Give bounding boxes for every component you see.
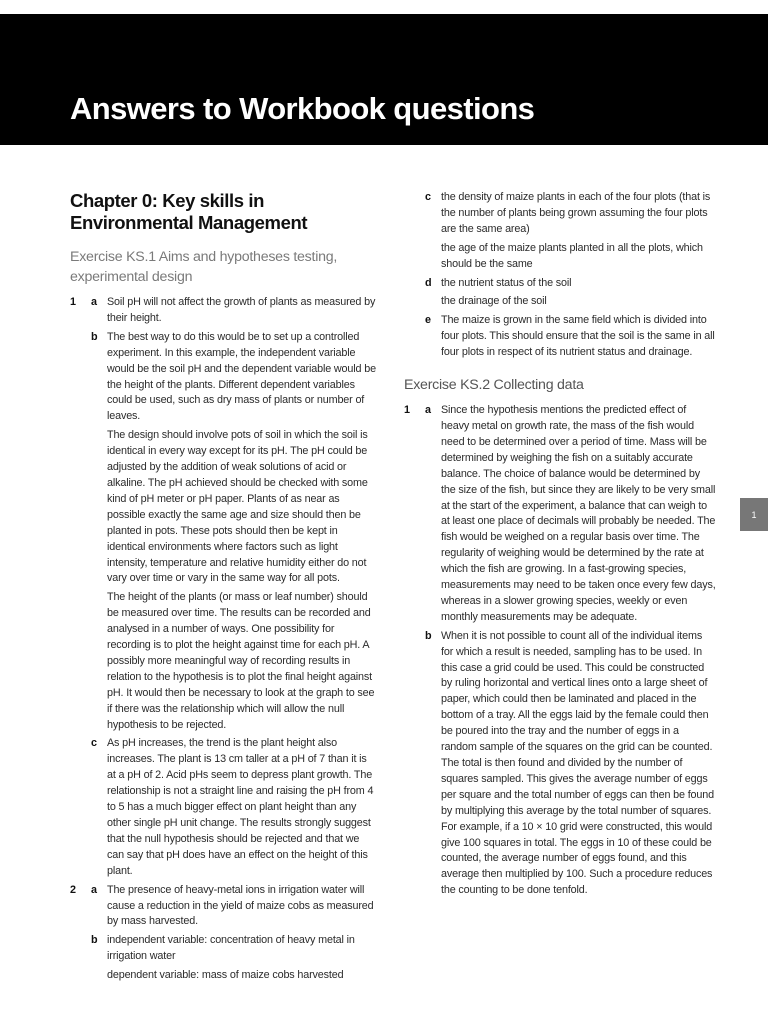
left-column <box>70 190 376 987</box>
part-letter: a <box>425 404 431 417</box>
part-letter: c <box>91 737 97 750</box>
right-column <box>404 190 716 902</box>
part-letter: c <box>425 191 431 203</box>
question-1b-ks2 <box>404 629 716 899</box>
question-2a <box>70 883 376 931</box>
exercise-ks1-title: Exercise KS.1 Aims and hypotheses testing, experimental design <box>70 249 338 285</box>
part-letter: b <box>425 629 432 642</box>
question-2b <box>70 933 376 984</box>
part-letter: a <box>91 296 97 308</box>
chapter-title: Chapter 0: Key skills in Environmental Management <box>70 190 308 233</box>
page-number: 1 <box>751 509 757 520</box>
question-1a <box>70 295 376 327</box>
answer-text: The design should involve pots of soil in which the soil is identical in every way except for its pH. The pH could be adjusted by the addition of weak solutions of acid or alkaline. The pH achieved should be checked with some kind of pH meter or pH paper. Plants of as near as possible exactly the same age and size should then be planted in pots. These pots should then be kept in identical environments where factors such as light intensity, temperature and relative humidity either do not vary over time or vary in the same way for all pots. <box>107 429 368 585</box>
answer-text: The height of the plants (or mass or leaf number) should be measured over time. The results can be recorded and analysed in a number of ways. One possibility for recording is to plot the height against time for each pH. A possibly more meaningful way of recording results in relation to the hypothesis is to plot the final height against pH. It would then be necessary to look at the graph to see if there was the relationship which will allow the null hypothesis to be rejected. <box>107 591 375 731</box>
question-2e <box>404 313 716 361</box>
answer-text: Soil pH will not affect the growth of plants as measured by their height. <box>107 296 376 324</box>
question-2d <box>404 276 716 311</box>
question-number: 2 <box>70 883 76 896</box>
question-number: 1 <box>70 296 76 308</box>
part-letter: e <box>425 314 431 327</box>
question-1a-ks2 <box>404 403 716 626</box>
page-title: Answers to Workbook questions <box>70 91 535 126</box>
part-letter: a <box>91 883 97 896</box>
exercise-ks2-title: Exercise KS.2 Collecting data <box>404 377 584 394</box>
page-number-tab <box>740 498 768 531</box>
header-banner <box>0 14 768 145</box>
answer-text: The presence of heavy-metal ions in irrigation water will cause a reduction in the yield of maize cobs as measured by mass harvested. <box>107 883 374 928</box>
question-2c <box>404 190 716 273</box>
answer-text: the density of maize plants in each of the four plots (that is the number of plants being grown assuming the four plots are the same area) <box>441 191 711 235</box>
question-number: 1 <box>404 404 410 417</box>
part-letter: b <box>91 934 98 947</box>
question-1c <box>70 736 376 879</box>
question-1b <box>70 330 376 734</box>
answer-text: Since the hypothesis mentions the predicted effect of heavy metal on growth rate, the mass of the fish would need to be determined over a period of time. Mass will be determined by weighing the fish on a suitably accurate balance. The choice of balance would be determined by the size of the fish, but since they are likely to be very small at the start of the experiment, a balance that can weigh to at least one place of decimals will probably be needed. The fish would be weighed on a regular basis over time. The regularity of weighing would be determined by the rate at which the fish are growing. In a fast-growing species, measurements may need to be taken once every few days, whereas in a slower growing species, weekly or even monthly measurements may be adequate. <box>441 404 716 623</box>
answer-text: dependent variable: mass of maize cobs harvested <box>107 969 344 982</box>
answer-text: the age of the maize plants planted in all the plots, which should be the same <box>441 241 703 270</box>
answer-text: The maize is grown in the same field which is divided into four plots. This should ensure that the soil is the same in all four plots in respect of its nutrient status and drainage. <box>441 314 715 359</box>
answer-text: When it is not possible to count all of the individual items for which a result is needed, sampling has to be used. In this case a grid could be used. This could be constructed by ruling horizontal and vertical lines onto a large sheet of paper, which could then be laminated and placed in the bottom of a tray. All the eggs laid by the female could then be poured into the tray and the number of eggs in a random sample of the squares on the grid can be counted. The total is then found and divided by the number of squares sampled. This gives the average number of eggs per square and the total number of eggs can then be found by multiplying this average by the total number of squares. For example, if a 10 × 10 grid were constructed, this would give 100 squares in total. The eggs in 10 of these could be counted, the average number of eggs found, and this average then multiplied by 100. Such a procedure reduces the counting to be done tenfold. <box>441 629 714 897</box>
part-letter: d <box>425 276 432 289</box>
part-letter: b <box>91 330 98 343</box>
answer-text: the drainage of the soil <box>441 295 547 308</box>
answer-text: As pH increases, the trend is the plant height also increases. The plant is 13 cm taller at a pH of 7 than it is at a pH of 2. Acid pHs seem to depress plant growth. The relationship is not a straight line and raising the pH from 4 to 5 has a much bigger effect on plant height than any other single pH unit change. The results strongly suggest that the null hypothesis should be rejected and that we can say that pH does have an effect on the height of this plant. <box>107 737 374 877</box>
answer-text: independent variable: concentration of heavy metal in irrigation water <box>107 934 355 963</box>
answer-text: the nutrient status of the soil <box>441 276 572 289</box>
answer-text: The best way to do this would be to set up a controlled experiment. In this example, the independent variable would be the soil pH and the dependent variable would be the height of the plants. Different dependent variables could be used, such as dry mass of plants or number of leaves. <box>107 330 376 423</box>
